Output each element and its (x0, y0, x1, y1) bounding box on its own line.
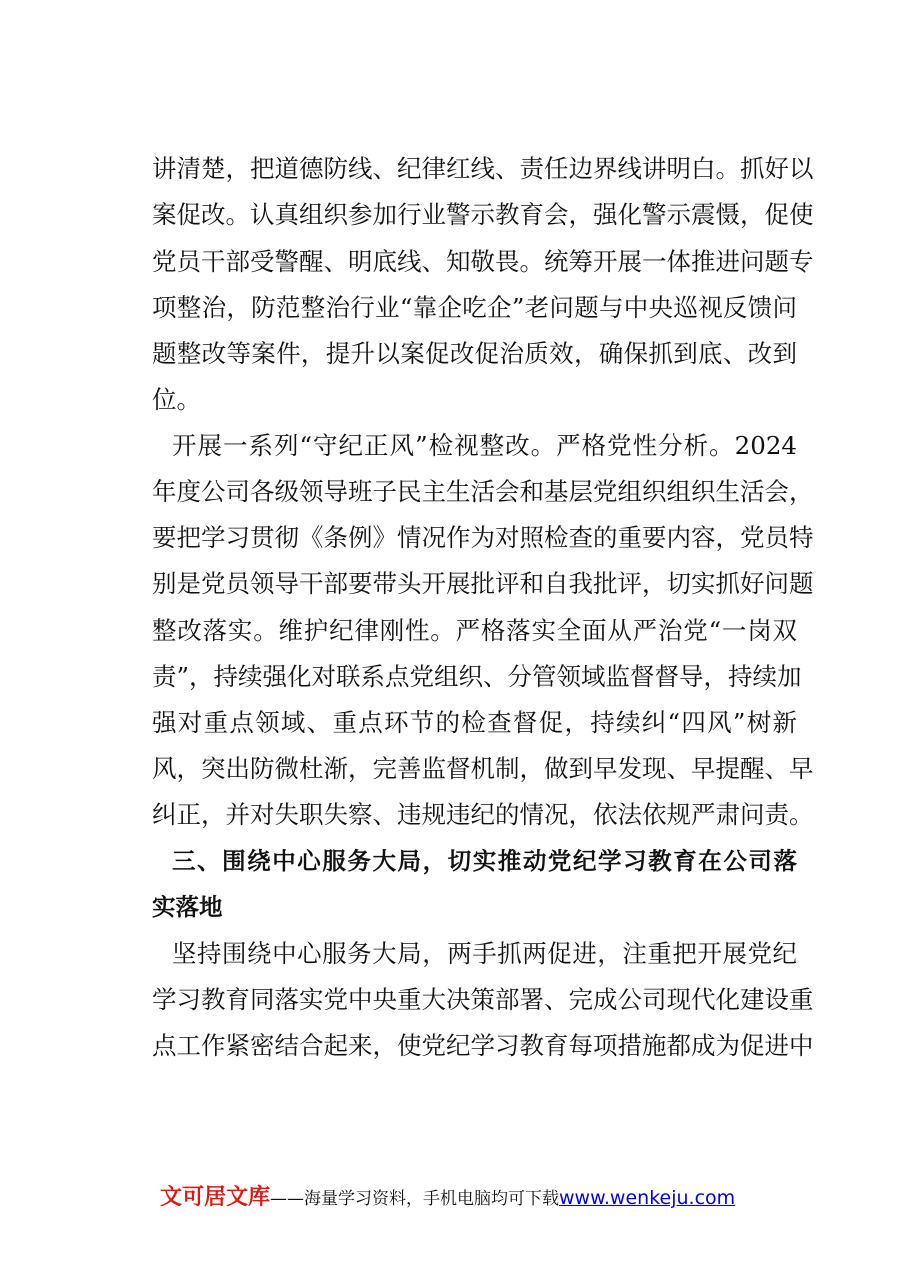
footer-tagline: 海量学习资料，手机电脑均可下载 (304, 1189, 560, 1209)
footer-url-link[interactable]: www.wenkeju.com (559, 1187, 736, 1209)
text-line: 项整治，防范整治行业“靠企吃企”老问题与中央巡视反馈问 (152, 293, 797, 322)
footer-dash: —— (270, 1189, 305, 1209)
text-line: 责”，持续强化对联系点党组织、分管领域监督督导，持续加 (152, 662, 802, 691)
text-line: 强对重点领域、重点环节的检查督促，持续纠“四风”树新 (152, 708, 797, 737)
text-line: 风，突出防微杜渐，完善监督机制，做到早发现、早提醒、早 (152, 754, 814, 783)
section-heading: 三、围绕中心服务大局，切实推动党纪学习教育在公司落 (172, 847, 797, 875)
footer-brand: 文可居文库 (160, 1185, 271, 1210)
text-line: 案促改。认真组织参加行业警示教育会，强化警示震慑，促使 (152, 200, 814, 229)
section-heading-continued: 实落地 (152, 893, 223, 921)
text-line: 别是党员领导干部要带头开展批评和自我批评，切实抓好问题 (152, 569, 814, 598)
text-line: 要把学习贯彻《条例》情况作为对照检查的重要内容，党员特 (152, 523, 814, 552)
footer-banner (160, 1183, 735, 1213)
text-line: 年度公司各级领导班子民主生活会和基层党组织组织生活会， (152, 477, 814, 506)
text-line: 纠正，并对失职失察、违规违纪的情况，依法依规严肃问责。 (152, 800, 814, 829)
paragraph-first-line: 开展一系列“守纪正风”检视整改。严格党性分析。2024 (172, 431, 797, 460)
text-line: 讲清楚，把道德防线、纪律红线、责任边界线讲明白。抓好以 (152, 154, 814, 183)
text-line: 位。 (152, 385, 201, 414)
text-line: 题整改等案件，提升以案促改促治质效，确保抓到底、改到 (152, 339, 797, 368)
paragraph-first-line: 坚持围绕中心服务大局，两手抓两促进，注重把开展党纪 (172, 939, 797, 968)
text-line: 学习教育同落实党中央重大决策部署、完成公司现代化建设重 (152, 985, 814, 1014)
text-line: 党员干部受警醒、明底线、知敬畏。统筹开展一体推进问题专 (152, 247, 814, 276)
text-line: 点工作紧密结合起来，使党纪学习教育每项措施都成为促进中 (152, 1031, 814, 1060)
text-line: 整改落实。维护纪律刚性。严格落实全面从严治党“一岗双 (152, 616, 797, 645)
